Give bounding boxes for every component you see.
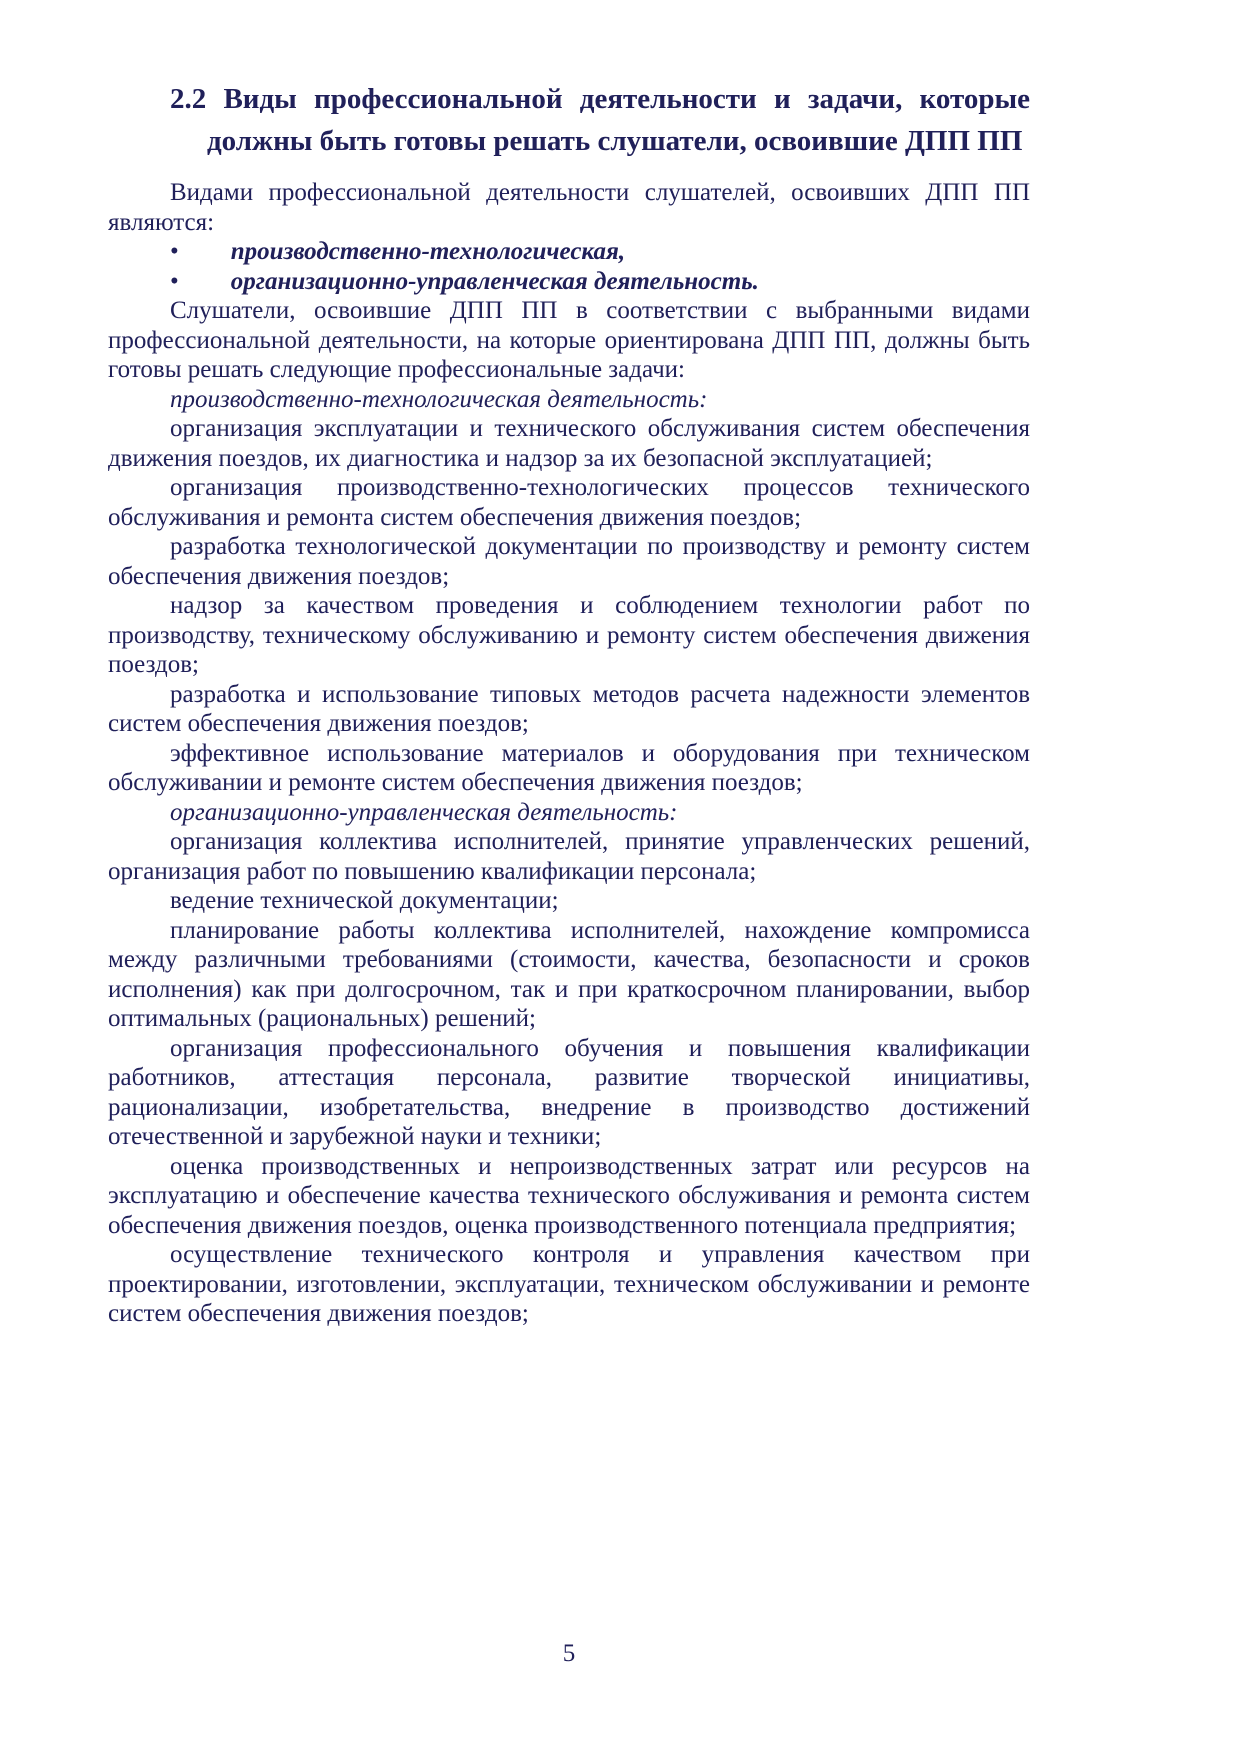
section-title: организационно-управленческая деятельность: <box>170 798 678 826</box>
paragraph: оценка производственных и непроизводственных затрат или ресурсов на эксплуатацию и обеспечение качества технического обслуживания и ремонта систем обеспечения движения поездов, оценка производственного потенциала предприятия; <box>108 1152 1030 1239</box>
bullet-icon: • <box>170 238 179 265</box>
paragraph: разработка технологической документации по производству и ремонту систем обеспечения движения поездов; <box>108 533 1030 590</box>
paragraph: организация коллектива исполнителей, принятие управленческих решений, организация работ по повышению квалификации персонала; <box>108 828 1030 885</box>
bullet-icon: • <box>170 267 179 295</box>
bullet-text: организационно-управленческая деятельность. <box>230 267 759 295</box>
paragraph: разработка и использование типовых методов расчета надежности элементов систем обеспечения движения поездов; <box>108 680 1030 737</box>
text-column <box>108 78 1030 1329</box>
paragraph: осуществление технического контроля и управления качеством при проектировании, изготовлении, эксплуатации, техническом обслуживании и ремонте систем обеспечения движения поездов; <box>108 1241 1030 1327</box>
bullet-text: производственно-технологическая, <box>230 238 626 265</box>
paragraph-intro: Видами профессиональной деятельности слушателей, освоивших ДПП ПП являются: <box>108 179 1030 236</box>
paragraph: организация эксплуатации и технического обслуживания систем обеспечения движения поездов, их диагностика и надзор за их безопасной эксплуатацией; <box>108 415 1030 472</box>
page-number: 5 <box>562 1640 576 1667</box>
section-title: производственно-технологическая деятельность: <box>170 385 708 413</box>
paragraph: ведение технической документации; <box>170 887 559 914</box>
bullet-item <box>170 267 1030 297</box>
paragraph: планирование работы коллектива исполнителей, нахождение компромисса между различными требованиями (стоимости, качества, безопасности и сроков исполнения) как при долгосрочном, так и при краткосрочном планировании, выбор оптимальных (рациональных) решений; <box>108 916 1030 1032</box>
bullet-item <box>170 237 1030 267</box>
paragraph: организация профессионального обучения и повышения квалификации работников, аттестация персонала, развитие творческой инициативы, рационализации, изобретательства, внедрение в производство достижений отечественной и зарубежной науки и техники; <box>108 1034 1030 1150</box>
paragraph: эффективное использование материалов и оборудования при техническом обслуживании и ремонте систем обеспечения движения поездов; <box>108 739 1030 796</box>
section-heading: 2.2 Виды профессиональной деятельности и задачи, которые должны быть готовы решать слушатели, освоившие ДПП ПП <box>170 83 1030 157</box>
paragraph: организация производственно-технологических процессов технического обслуживания и ремонта систем обеспечения движения поездов; <box>108 474 1030 531</box>
paragraph: надзор за качеством проведения и соблюдением технологии работ по производству, техническому обслуживанию и ремонту систем обеспечения движения поездов; <box>108 592 1030 678</box>
paragraph-lead: Слушатели, освоившие ДПП ПП в соответствии с выбранными видами профессиональной деятельности, на которые ориентирована ДПП ПП, должны быть готовы решать следующие профессиональные задачи: <box>108 297 1030 383</box>
